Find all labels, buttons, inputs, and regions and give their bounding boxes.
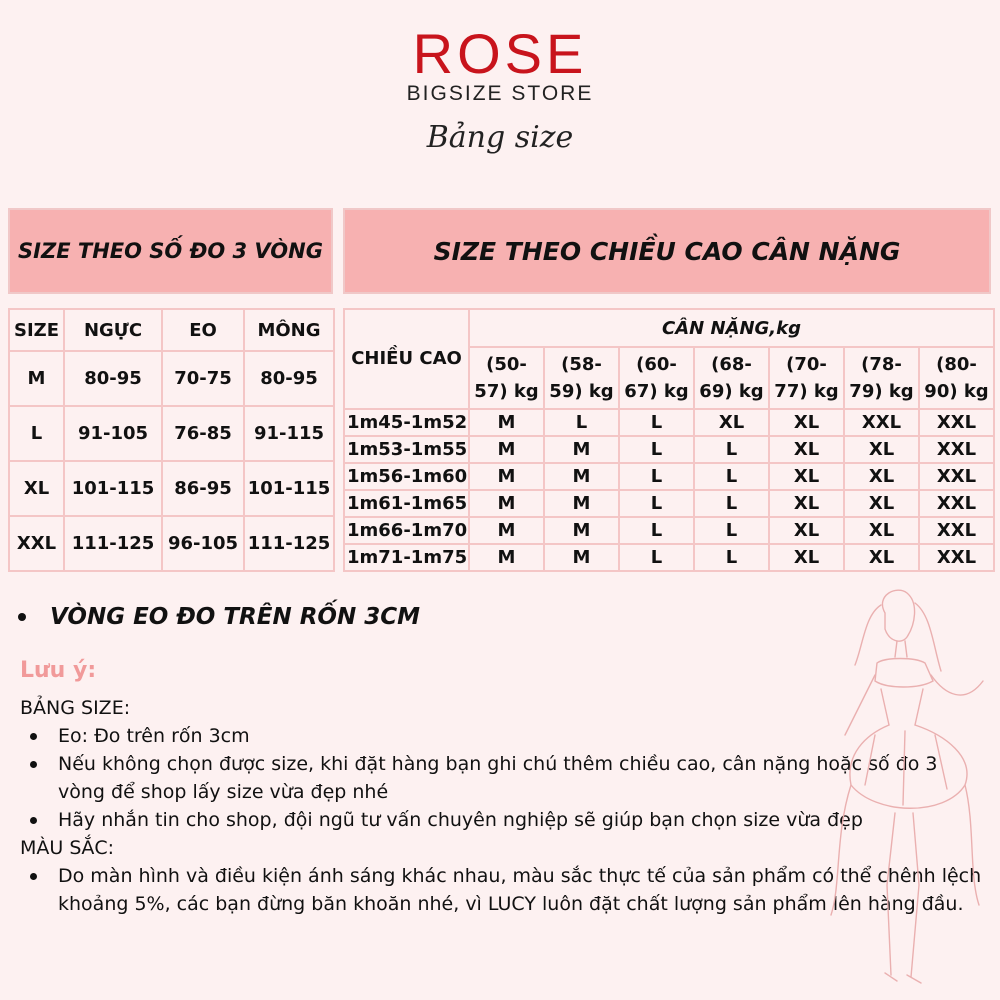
- table-cell: 91-115: [244, 406, 334, 461]
- table-cell: M: [544, 463, 619, 490]
- table-cell: 76-85: [162, 406, 244, 461]
- table-cell: XL: [844, 517, 919, 544]
- table-cell: M: [469, 436, 544, 463]
- list-item: Nếu không chọn được size, khi đặt hàng bạn ghi chú thêm chiều cao, cân nặng hoặc số đo 3 vòng để shop lấy size vừa đẹp nhé: [58, 750, 985, 806]
- table-cell: XL: [844, 463, 919, 490]
- page-title: Bảng size: [426, 120, 574, 155]
- weight-size-table: [343, 308, 995, 572]
- dress-sketch-illustration: [815, 585, 995, 995]
- table-cell: M: [469, 409, 544, 436]
- weight-range-header: (70-77) kg: [769, 347, 844, 409]
- waist-note: [18, 604, 420, 630]
- table-row: [344, 517, 994, 544]
- table-cell: 80-95: [244, 351, 334, 406]
- table-cell: L: [9, 406, 64, 461]
- height-column-header: CHIỀU CAO: [344, 309, 469, 409]
- table-cell: L: [619, 517, 694, 544]
- table-cell: XXL: [844, 409, 919, 436]
- table-cell: L: [619, 436, 694, 463]
- table-cell: XXL: [919, 517, 994, 544]
- table-cell: XL: [694, 409, 769, 436]
- table-row: [344, 409, 994, 436]
- table-cell: L: [619, 409, 694, 436]
- brand-subtitle: BIGSIZE STORE: [406, 82, 594, 105]
- height-cell: 1m71-1m75: [344, 544, 469, 571]
- table-cell: 70-75: [162, 351, 244, 406]
- table-cell: L: [619, 463, 694, 490]
- table-row: [9, 516, 334, 571]
- table-row: [344, 463, 994, 490]
- table-cell: XL: [844, 490, 919, 517]
- column-header: SIZE: [9, 309, 64, 351]
- table-cell: 111-125: [244, 516, 334, 571]
- table-cell: M: [469, 517, 544, 544]
- weight-range-header: (78-79) kg: [844, 347, 919, 409]
- table-header-row: [344, 309, 994, 347]
- height-cell: 1m53-1m55: [344, 436, 469, 463]
- column-header: NGỰC: [64, 309, 162, 351]
- table-cell: XL: [769, 490, 844, 517]
- column-header: MÔNG: [244, 309, 334, 351]
- weight-range-header: (60-67) kg: [619, 347, 694, 409]
- table-cell: XL: [844, 544, 919, 571]
- table-cell: M: [469, 490, 544, 517]
- height-cell: 1m45-1m52: [344, 409, 469, 436]
- color-section-title: MÀU SẮC:: [20, 837, 115, 859]
- table-row: [9, 351, 334, 406]
- table-cell: L: [694, 544, 769, 571]
- height-cell: 1m56-1m60: [344, 463, 469, 490]
- table-cell: XXL: [919, 409, 994, 436]
- table-cell: L: [694, 490, 769, 517]
- waist-note-text: VÒNG EO ĐO TRÊN RỐN 3CM: [50, 604, 421, 630]
- table-cell: XL: [769, 409, 844, 436]
- table-cell: L: [619, 544, 694, 571]
- table-cell: XL: [769, 517, 844, 544]
- table-cell: L: [694, 463, 769, 490]
- table-cell: XXL: [9, 516, 64, 571]
- table-cell: XXL: [919, 544, 994, 571]
- table-cell: L: [619, 490, 694, 517]
- table-cell: XL: [844, 436, 919, 463]
- table-cell: M: [469, 463, 544, 490]
- table-row: [344, 544, 994, 571]
- measure-size-table: [8, 308, 335, 572]
- table-header-row: [9, 309, 334, 351]
- brand-block: [0, 24, 1000, 155]
- bullet-icon: [18, 613, 26, 621]
- table-cell: M: [544, 544, 619, 571]
- notes-title: Lưu ý:: [20, 658, 97, 683]
- table-cell: 111-125: [64, 516, 162, 571]
- table-cell: XL: [9, 461, 64, 516]
- table-cell: 80-95: [64, 351, 162, 406]
- table-cell: M: [544, 517, 619, 544]
- table-cell: M: [544, 436, 619, 463]
- weight-range-header: (68-69) kg: [694, 347, 769, 409]
- table-row: [344, 436, 994, 463]
- table-cell: 96-105: [162, 516, 244, 571]
- list-item: Do màn hình và điều kiện ánh sáng khác nhau, màu sắc thực tế của sản phẩm có thể chênh lệch khoảng 5%, các bạn đừng băn khoăn nhé, vì LUCY luôn đặt chất lượng sản phẩm lên hàng đầu.: [58, 862, 985, 918]
- table-cell: 86-95: [162, 461, 244, 516]
- list-item: Eo: Đo trên rốn 3cm: [58, 722, 985, 750]
- weight-table-header: SIZE THEO CHIỀU CAO CÂN NẶNG: [343, 208, 991, 294]
- table-cell: M: [544, 490, 619, 517]
- table-cell: M: [469, 544, 544, 571]
- weight-range-header: (80-90) kg: [919, 347, 994, 409]
- table-cell: L: [544, 409, 619, 436]
- table-row: [344, 490, 994, 517]
- list-item: Hãy nhắn tin cho shop, đội ngũ tư vấn chuyên nghiệp sẽ giúp bạn chọn size vừa đẹp: [58, 806, 985, 834]
- size-section-title: BẢNG SIZE:: [20, 697, 131, 719]
- weight-range-header: (58-59) kg: [544, 347, 619, 409]
- table-cell: L: [694, 517, 769, 544]
- weight-range-header: (50-57) kg: [469, 347, 544, 409]
- table-cell: 101-115: [244, 461, 334, 516]
- table-cell: L: [694, 436, 769, 463]
- table-row: [9, 461, 334, 516]
- height-cell: 1m61-1m65: [344, 490, 469, 517]
- table-cell: 91-105: [64, 406, 162, 461]
- table-cell: XXL: [919, 436, 994, 463]
- brand-name: ROSE: [412, 22, 588, 85]
- column-header: EO: [162, 309, 244, 351]
- height-cell: 1m66-1m70: [344, 517, 469, 544]
- table-cell: 101-115: [64, 461, 162, 516]
- table-cell: XXL: [919, 490, 994, 517]
- weight-column-header: CÂN NẶNG,kg: [469, 309, 994, 347]
- table-cell: XL: [769, 436, 844, 463]
- table-cell: XL: [769, 544, 844, 571]
- table-cell: M: [9, 351, 64, 406]
- table-cell: XL: [769, 463, 844, 490]
- measure-table-header: SIZE THEO SỐ ĐO 3 VÒNG: [8, 208, 333, 294]
- table-cell: XXL: [919, 463, 994, 490]
- table-row: [9, 406, 334, 461]
